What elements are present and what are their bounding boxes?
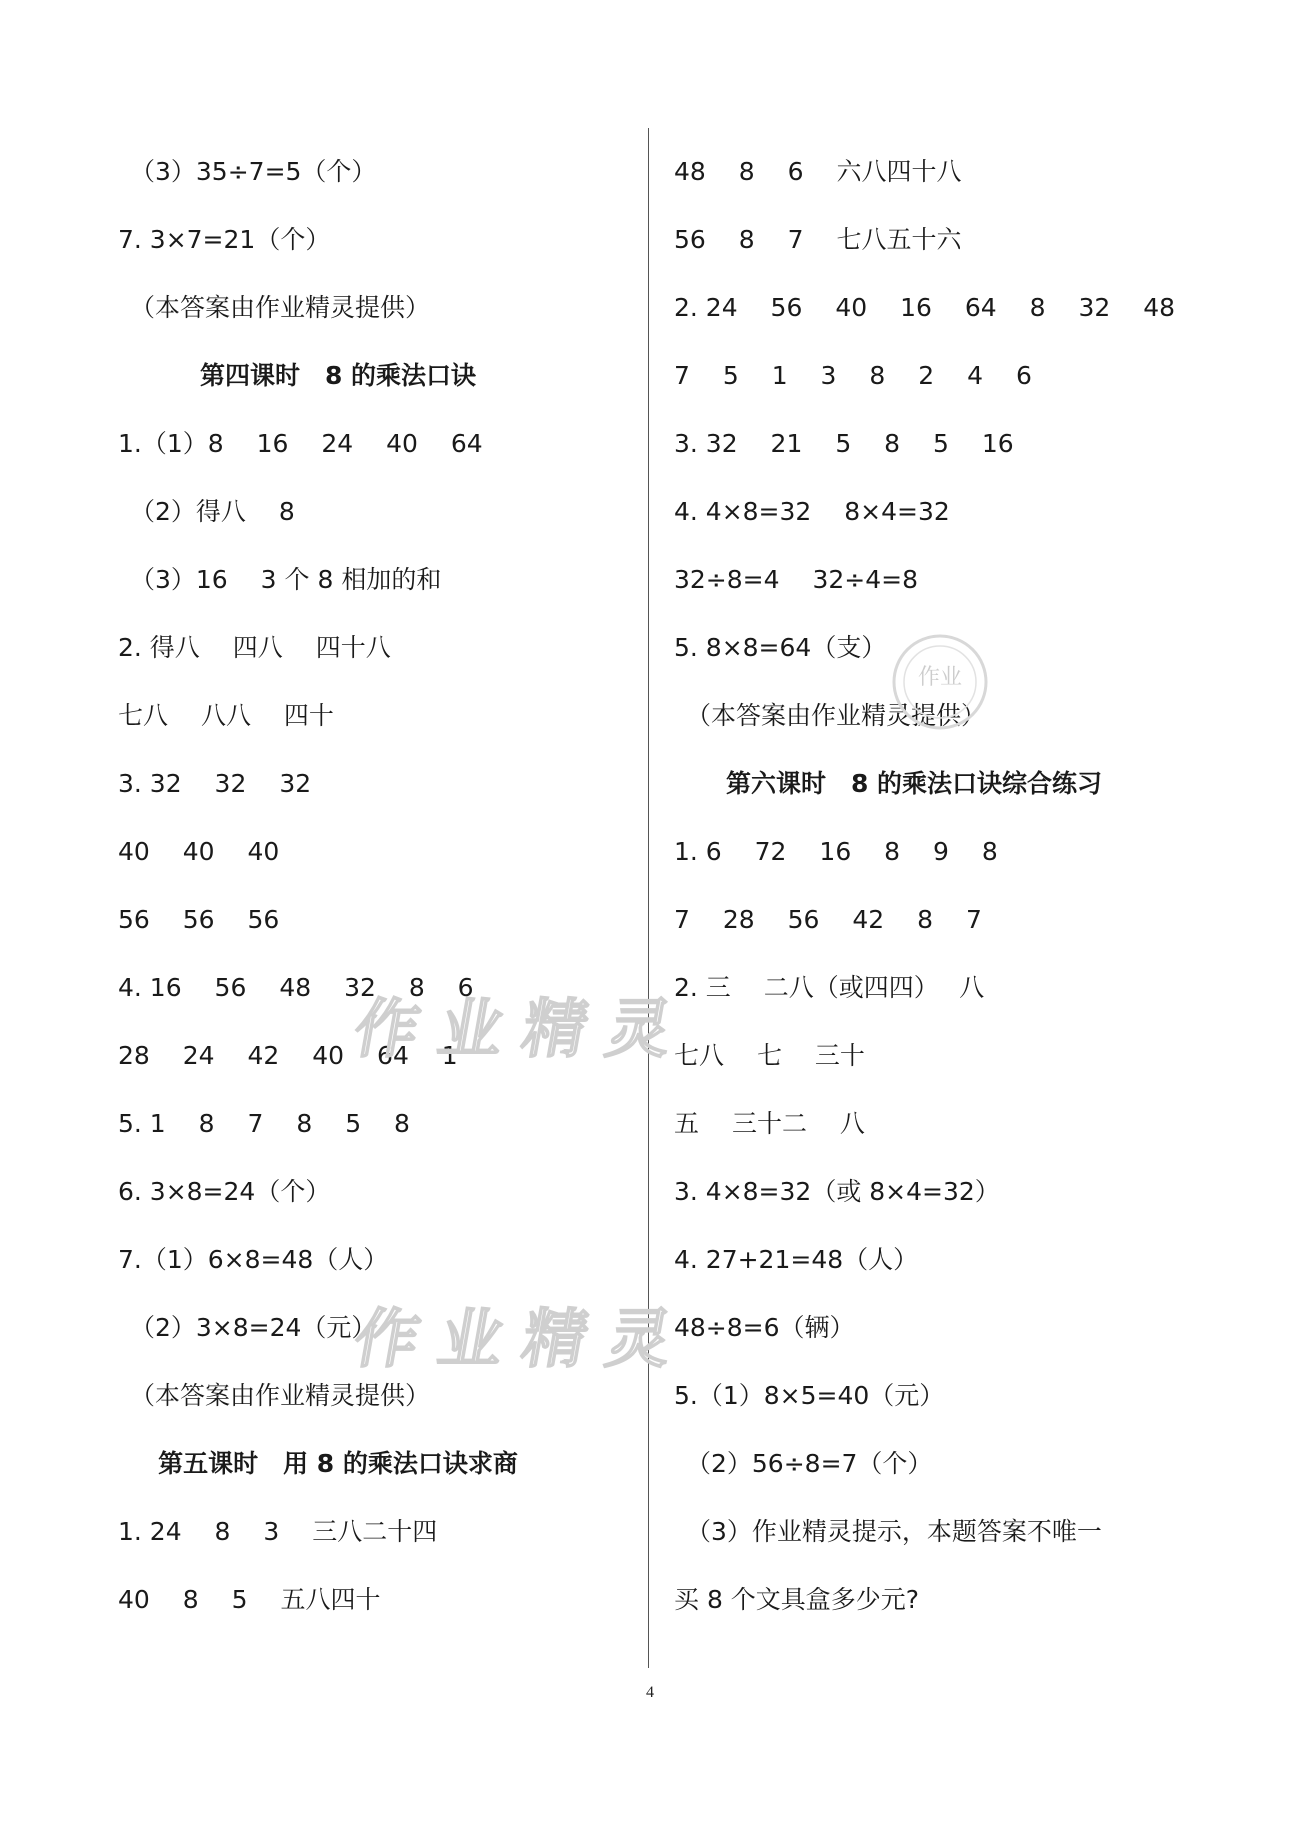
left-column bbox=[118, 138, 638, 1634]
source-note: （本答案由作业精灵提供） bbox=[686, 701, 987, 730]
answer-line: 7 5 1 3 8 2 4 6 bbox=[674, 361, 1032, 390]
answer-line: 2. 24 56 40 16 64 8 32 48 bbox=[674, 293, 1176, 322]
answer-line: 48÷8=6（辆） bbox=[674, 1313, 855, 1342]
stamp-label: 作业 bbox=[917, 665, 963, 690]
answer-line: 5.（1）8×5=40（元） bbox=[674, 1381, 945, 1410]
answer-line: 4. 27+21=48（人） bbox=[674, 1245, 919, 1274]
answer-line: 4. 4×8=32 8×4=32 bbox=[674, 497, 950, 526]
section-heading: 第五课时 用 8 的乘法口诀求商 bbox=[158, 1449, 518, 1478]
answer-line: （3）作业精灵提示，本题答案不唯一 bbox=[686, 1517, 1102, 1546]
source-note: （本答案由作业精灵提供） bbox=[130, 293, 431, 322]
answer-line: 5. 8×8=64（支） bbox=[674, 633, 887, 662]
answer-line: 3. 4×8=32（或 8×4=32） bbox=[674, 1177, 1000, 1206]
answer-line: 1. 6 72 16 8 9 8 bbox=[674, 837, 998, 866]
answer-line: 28 24 42 40 64 1 bbox=[118, 1041, 458, 1070]
answer-line: 七八 八八 四十 bbox=[118, 701, 334, 730]
answer-line: 1.（1）8 16 24 40 64 bbox=[118, 429, 483, 458]
answer-line: 48 8 6 六八四十八 bbox=[674, 157, 962, 186]
answer-line: 5. 1 8 7 8 5 8 bbox=[118, 1109, 410, 1138]
answer-line: 7 28 56 42 8 7 bbox=[674, 905, 982, 934]
answer-line: 五 三十二 八 bbox=[674, 1109, 865, 1138]
answer-line: 56 8 7 七八五十六 bbox=[674, 225, 962, 254]
answer-line: 1. 24 8 3 三八二十四 bbox=[118, 1517, 438, 1546]
answer-line: 40 8 5 五八四十 bbox=[118, 1585, 381, 1614]
watermark: 作业精灵 bbox=[348, 1303, 698, 1377]
answer-line: 买 8 个文具盒多少元? bbox=[674, 1585, 920, 1614]
answer-line: 56 56 56 bbox=[118, 905, 280, 934]
answer-line: （2）3×8=24（元） bbox=[130, 1313, 377, 1342]
answer-line: （2）56÷8=7（个） bbox=[686, 1449, 933, 1478]
right-column bbox=[674, 138, 1234, 1634]
answer-line: 2. 得八 四八 四十八 bbox=[118, 633, 391, 662]
answer-line: 32÷8=4 32÷4=8 bbox=[674, 565, 918, 594]
answer-line: 七八 七 三十 bbox=[674, 1041, 865, 1070]
answer-line: 40 40 40 bbox=[118, 837, 280, 866]
answer-line: 6. 3×8=24（个） bbox=[118, 1177, 331, 1206]
answer-line: 7. 3×7=21（个） bbox=[118, 225, 331, 254]
column-divider bbox=[648, 128, 649, 1668]
watermark: 作业精灵 bbox=[348, 993, 698, 1067]
answer-line: （2）得八 8 bbox=[130, 497, 295, 526]
page-number: 4 bbox=[646, 1684, 654, 1701]
answer-line: 3. 32 21 5 8 5 16 bbox=[674, 429, 1014, 458]
answer-line: 2. 三 二八（或四四） 八 bbox=[674, 973, 985, 1002]
section-heading: 第六课时 8 的乘法口诀综合练习 bbox=[725, 769, 1103, 798]
answer-line: （3）16 3 个 8 相加的和 bbox=[130, 565, 442, 594]
answer-line: 4. 16 56 48 32 8 6 bbox=[118, 973, 474, 1002]
source-note: （本答案由作业精灵提供） bbox=[130, 1381, 431, 1410]
section-heading: 第四课时 8 的乘法口诀 bbox=[199, 361, 477, 390]
answer-line: 7.（1）6×8=48（人） bbox=[118, 1245, 389, 1274]
watermark-stamp-icon bbox=[888, 630, 992, 734]
answer-line: （3）35÷7=5（个） bbox=[130, 157, 377, 186]
answer-line: 3. 32 32 32 bbox=[118, 769, 312, 798]
